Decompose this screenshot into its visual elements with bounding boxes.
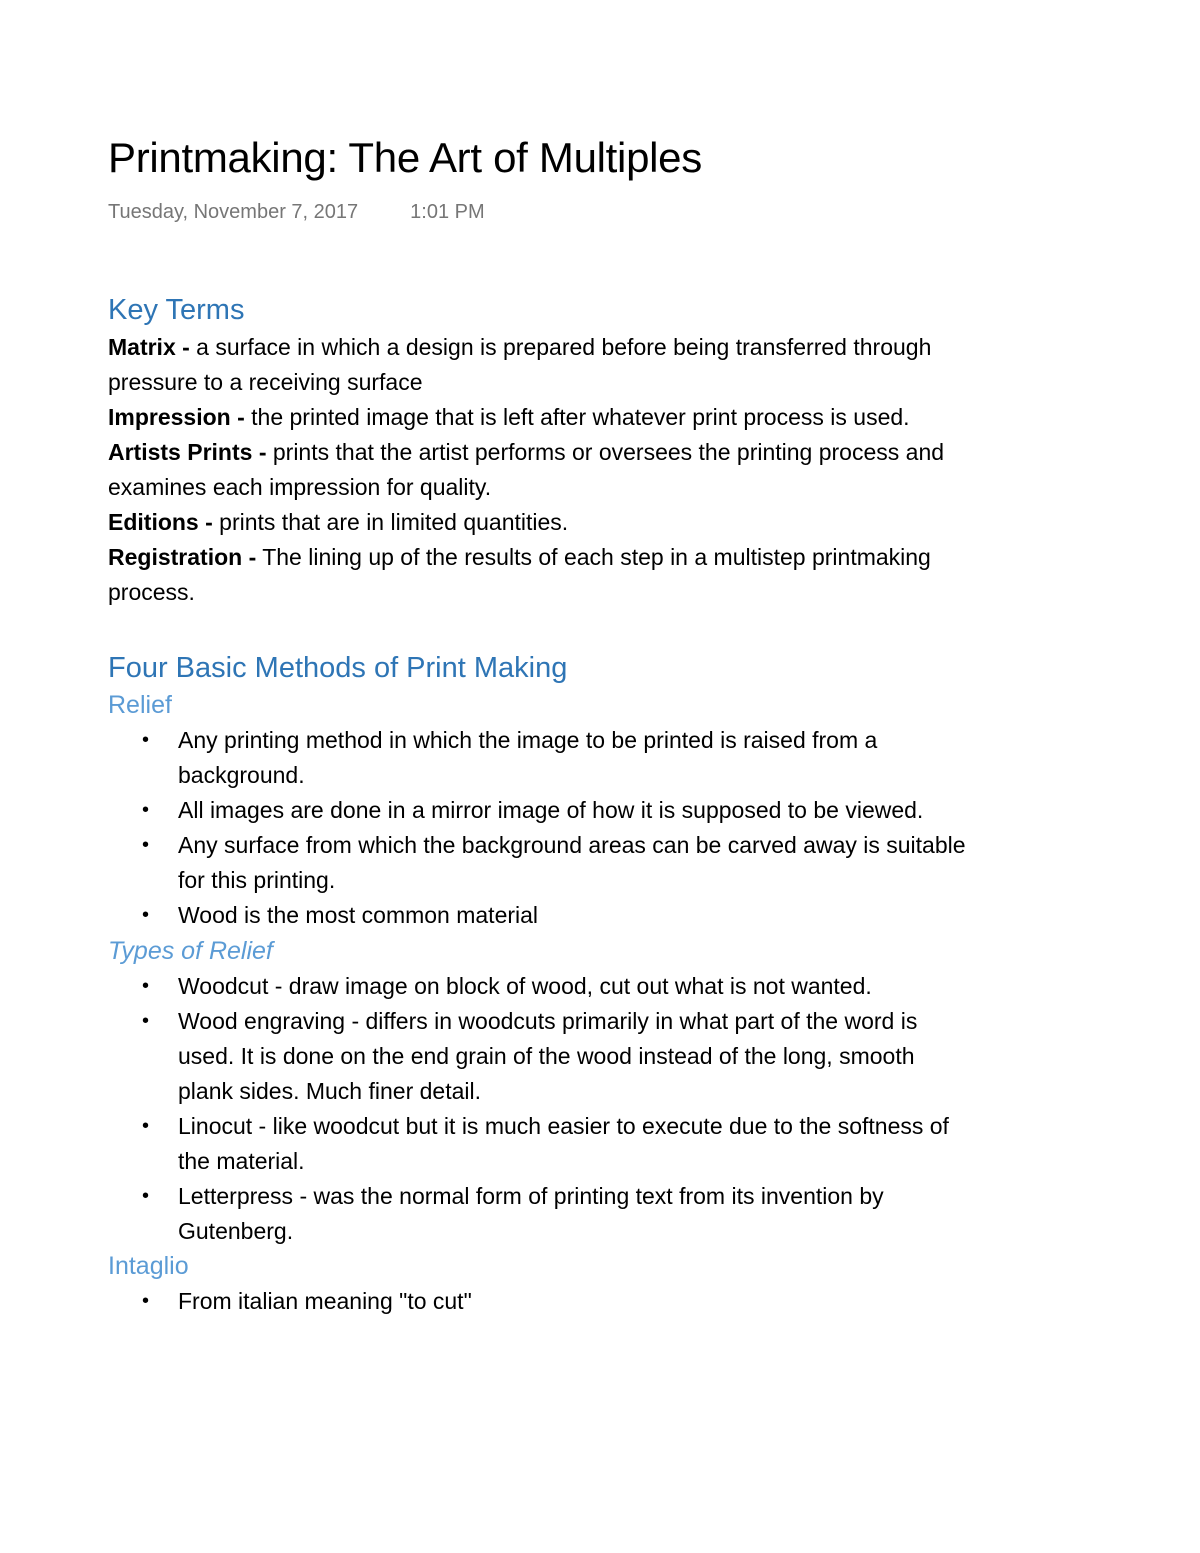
- list-item-text: Letterpress - was the normal form of printing text from its invention by Gutenberg.: [178, 1183, 884, 1244]
- relief-heading: Relief: [108, 691, 172, 719]
- list-item: [108, 1284, 968, 1319]
- term-item-registration: [108, 540, 968, 610]
- bullet-icon: •: [142, 729, 150, 751]
- page-timestamp: [108, 198, 968, 226]
- list-item: [108, 723, 968, 793]
- term-name: Artists Prints -: [108, 439, 267, 465]
- bullet-icon: •: [142, 904, 150, 926]
- list-item-text: Any printing method in which the image to be printed is raised from a background.: [178, 727, 878, 788]
- page-title[interactable]: Printmaking: The Art of Multiples: [108, 134, 702, 181]
- list-item-text: Woodcut - draw image on block of wood, cut out what is not wanted.: [178, 973, 872, 999]
- note-page: [108, 128, 968, 1319]
- list-item: [108, 969, 968, 1004]
- term-item-impression: [108, 400, 968, 435]
- term-item-editions: [108, 505, 968, 540]
- term-name: Registration -: [108, 544, 257, 570]
- list-item: [108, 898, 968, 933]
- term-name: Matrix -: [108, 334, 190, 360]
- bullet-icon: •: [142, 799, 150, 821]
- term-definition: prints that are in limited quantities.: [212, 509, 569, 535]
- bullet-icon: •: [142, 1115, 150, 1137]
- bullet-icon: •: [142, 1290, 150, 1312]
- key-terms-list: [108, 330, 968, 610]
- term-definition: a surface in which a design is prepared before being transferred through pressure to a receiving surface: [108, 334, 932, 395]
- bullet-icon: •: [142, 1185, 150, 1207]
- types-of-relief-bullet-list: [108, 969, 968, 1249]
- list-item: [108, 1109, 968, 1179]
- term-definition: the printed image that is left after whatever print process is used.: [244, 404, 910, 430]
- list-item-text: Any surface from which the background areas can be carved away is suitable for this printing.: [178, 832, 966, 893]
- list-item: [108, 793, 968, 828]
- list-item: [108, 828, 968, 898]
- bullet-icon: •: [142, 834, 150, 856]
- list-item-text: Linocut - like woodcut but it is much easier to execute due to the softness of the material.: [178, 1113, 949, 1174]
- list-item: [108, 1179, 968, 1249]
- list-item-text: From italian meaning "to cut": [178, 1288, 472, 1314]
- methods-heading: Four Basic Methods of Print Making: [108, 652, 568, 684]
- term-item-matrix: [108, 330, 968, 400]
- list-item-text: All images are done in a mirror image of how it is supposed to be viewed.: [178, 797, 924, 823]
- term-name: Editions -: [108, 509, 213, 535]
- intaglio-bullet-list: [108, 1284, 968, 1319]
- intaglio-heading: Intaglio: [108, 1252, 189, 1280]
- list-item-text: Wood is the most common material: [178, 902, 539, 928]
- list-item-text: Wood engraving - differs in woodcuts primarily in what part of the word is used. It is done on the end grain of the wood instead of the long, smooth plank sides. Much finer detail.: [178, 1008, 918, 1104]
- term-name: Impression -: [108, 404, 245, 430]
- term-definition: The lining up of the results of each step in a multistep printmaking process.: [108, 544, 931, 605]
- key-terms-heading: Key Terms: [108, 294, 245, 326]
- bullet-icon: •: [142, 1010, 150, 1032]
- types-of-relief-heading: Types of Relief: [108, 937, 273, 965]
- relief-bullet-list: [108, 723, 968, 933]
- term-definition: prints that the artist performs or oversees the printing process and examines each impression for quality.: [108, 439, 945, 500]
- page-time: 1:01 PM: [410, 201, 485, 223]
- list-item: [108, 1004, 968, 1109]
- page-date: Tuesday, November 7, 2017: [108, 201, 359, 223]
- bullet-icon: •: [142, 975, 150, 997]
- term-item-artists-prints: [108, 435, 968, 505]
